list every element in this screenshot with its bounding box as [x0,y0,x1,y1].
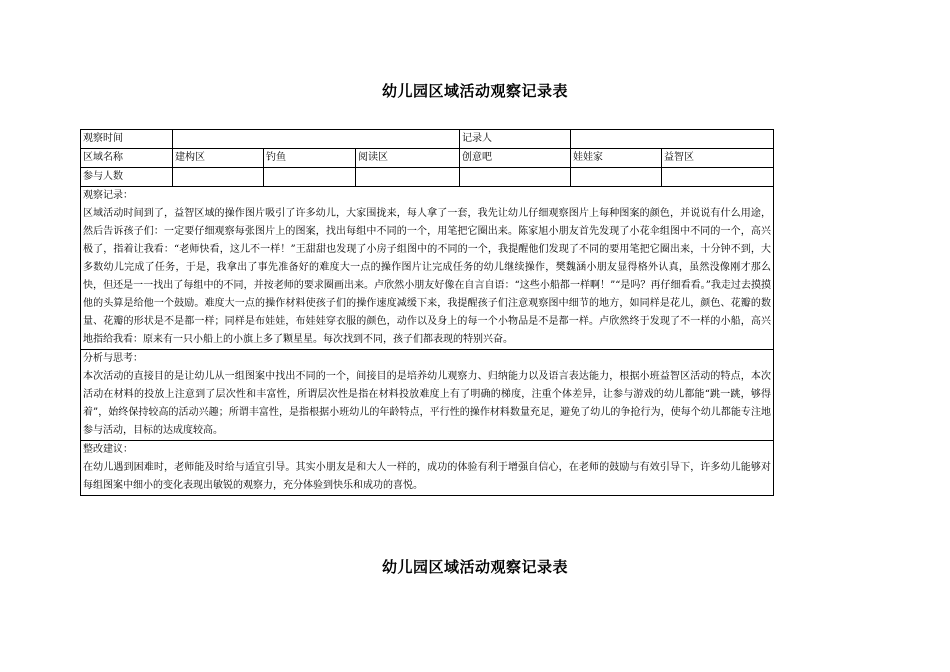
area-cell: 建构区 [173,149,264,168]
participant-count-cell[interactable] [662,168,774,187]
analysis-section [81,350,774,441]
suggestion-text: 在幼儿遇到困难时，老师能及时给与适宜引导。其实小朋友是和大人一样的，成功的体验有利于增强自信心，在老师的鼓励与有效引导下，许多幼儿能够对每组图案中细小的变化表现出敏锐的观察力，充分体验到快乐和成功的喜悦。 [83,462,772,491]
observation-section [81,187,774,350]
participant-count-cell[interactable] [264,168,356,187]
participant-count-cell[interactable] [571,168,662,187]
row-observation [81,187,774,350]
observation-label: 观察记录： [83,190,133,201]
participant-count-cell[interactable] [460,168,571,187]
area-cell: 益智区 [662,149,774,168]
page-title-repeat: 幼儿园区域活动观察记录表 [381,558,568,576]
area-name-label: 区域名称 [81,149,173,168]
area-cell: 阅读区 [356,149,460,168]
area-cell: 娃娃家 [571,149,662,168]
analysis-text: 本次活动的直接目的是让幼儿从一组图案中找出不同的一个，间接目的是培养幼儿观察力、归纳能力以及语言表达能力，根据小班益智区活动的特点，本次活动在材料的投放上注意到了层次性和丰富性，所谓层次性是指在材料投放难度上有了明确的梯度，注重个体差异，让参与游戏的幼儿都能“跳一跳，够得着”，始终保持较高的活动兴趣；所谓丰富性，是指根据小班幼儿的年龄特点，平行性的操作材料数量充足，避免了幼儿的争抢行为，使每个幼儿都能专注地参与活动，目标的达成度较高。 [83,371,772,436]
observation-text: 区域活动时间到了，益智区域的操作图片吸引了许多幼儿，大家围拢来，每人拿了一套，我先让幼儿仔细观察图片上每种图案的颜色，并说说有什么用途，然后告诉孩子们：一定要仔细观察每张图片上的图案，找出每组中不同的一个，用笔把它圈出来。陈家旭小朋友首先发现了小花伞组图中不同的一个，高兴极了，指着让我看：“老师快看，这儿不一样！”王甜甜也发现了小房子组图中的不同的一个，我提醒他们发现了不同的要用笔把它圈出来，十分钟不到，大多数幼儿完成了任务，于是，我拿出了事先准备好的难度大一点的操作图片让完成任务的幼儿继续操作，樊魏涵小朋友显得格外认真，虽然没像刚才那么快，但还是一一找出了每组中的不同，并按老师的要求圈画出来。卢欣然小朋友好像在自言自语：“这些小船都一样啊！”“是吗？再仔细看看。”我走过去摸摸他的头算是给他一个鼓励。难度大一点的操作材料使孩子们的操作速度减缓下来，我提醒孩子们注意观察图中细节的地方，如同样是花儿，颜色、花瓣的数量、花瓣的形状是不是都一样；同样是布娃娃，布娃娃穿衣服的颜色，动作以及身上的每一个小物品是不是都一样。卢欣然终于发现了不一样的小船，高兴地指给我看：原来有一只小船上的小旗上多了颗星星。每次找到不同，孩子们都表现的特别兴奋。 [83,208,772,345]
page-title: 幼儿园区域活动观察记录表 [381,82,568,100]
suggestion-section [81,441,774,496]
suggestion-label: 整改建议： [83,444,133,455]
row-area-names [81,149,774,168]
observation-record-table [80,129,774,496]
area-cell: 钓鱼 [264,149,356,168]
row-suggestion [81,441,774,496]
area-cell: 创意吧 [460,149,571,168]
participants-label: 参与人数 [81,168,173,187]
row-time [81,130,774,149]
observation-time-value[interactable] [173,130,460,149]
observation-time-label: 观察时间 [81,130,173,149]
participant-count-cell[interactable] [356,168,460,187]
analysis-label: 分析与思考： [83,353,143,364]
recorder-label: 记录人 [460,130,571,149]
participant-count-cell[interactable] [173,168,264,187]
row-participants [81,168,774,187]
recorder-value[interactable] [571,130,774,149]
row-analysis [81,350,774,441]
